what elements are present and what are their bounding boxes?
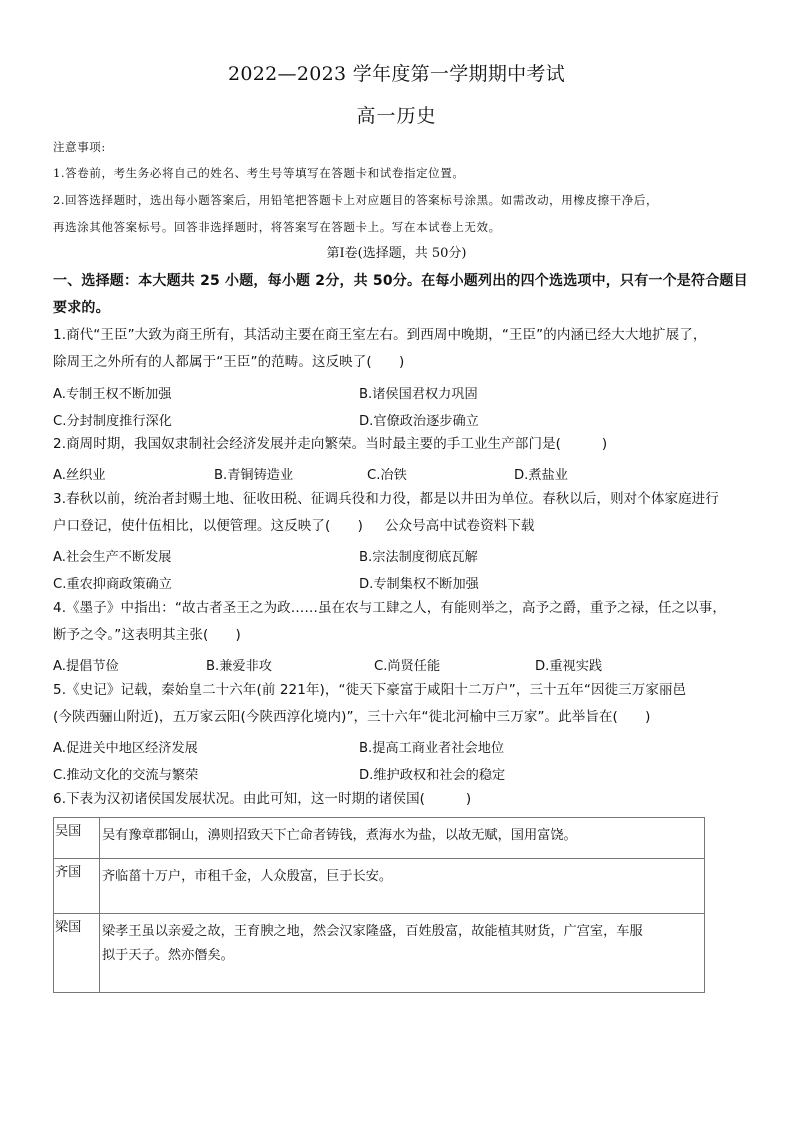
notes-item-1: 1.答卷前，考生务必将自己的姓名、考生号等填写在答题卡和试卷指定位置。 xyxy=(53,166,465,180)
question-3-option-a[interactable]: A.社会生产不断发展 xyxy=(53,550,172,565)
question-4-option-a[interactable]: A.提倡节俭 xyxy=(53,659,119,674)
notes-heading: 注意事项: xyxy=(53,140,106,154)
question-1-option-b[interactable]: B.诸侯国君权力巩固 xyxy=(359,387,478,402)
question-3-stem-line-2 xyxy=(53,518,535,535)
question-6-stem: 6.下表为汉初诸侯国发展状况。由此可知，这一时期的诸侯国( ) xyxy=(53,791,472,807)
table-cell-line: 拟于天子。然亦僭矣。 xyxy=(102,948,234,963)
question-3-option-d[interactable]: D.专制集权不断加强 xyxy=(359,577,479,592)
exam-title: 2022—2023 学年度第一学期期中考试 xyxy=(227,63,566,85)
table-row xyxy=(54,859,705,914)
table-cell-description xyxy=(100,914,705,993)
question-5-option-d[interactable]: D.维护政权和社会的稳定 xyxy=(359,768,506,783)
question-4-option-c[interactable]: C.尚贤任能 xyxy=(374,659,441,674)
question-3-stem-line-1: 3.春秋以前，统治者封赐土地、征收田税、征调兵役和力役，都是以井田为单位。春秋以后，则对个体家庭进行 xyxy=(53,491,719,507)
question-2-option-c[interactable]: C.冶铁 xyxy=(367,468,407,483)
vassal-states-table xyxy=(53,817,705,993)
question-3-option-b[interactable]: B.宗法制度彻底瓦解 xyxy=(359,550,478,565)
question-1-stem-line-1: 1.商代“王臣”大致为商王所有，其活动主要在商王室左右。到西周中晚期，“王臣”的内涵已经大大地扩展了， xyxy=(53,327,707,343)
question-4-option-b[interactable]: B.兼爱非攻 xyxy=(206,659,272,674)
question-1-option-a[interactable]: A.专制王权不断加强 xyxy=(53,387,172,402)
question-3-stem-text: 户口登记，使什伍相比，以便管理。这反映了( ) xyxy=(53,518,363,534)
question-1-option-c[interactable]: C.分封制度推行深化 xyxy=(53,414,172,429)
notes-item-3: 再选涂其他答案标号。回答非选择题时，将答案写在答题卡上。写在本试卷上无效。 xyxy=(53,220,501,234)
question-2-stem: 2.商周时期，我国奴隶制社会经济发展并走向繁荣。当时最主要的手工业生产部门是( ) xyxy=(53,436,608,452)
table-cell-state: 梁国 xyxy=(54,914,100,993)
question-4-stem-line-2: 断予之令。”这表明其主张( ) xyxy=(53,627,241,643)
table-cell-description: 齐临菑十万户，市租千金，人众殷富，巨于长安。 xyxy=(100,859,705,914)
table-cell-description: 吴有豫章郡铜山，濞则招致天下亡命者铸钱，煮海水为盐，以故无赋，国用富饶。 xyxy=(100,818,705,859)
exam-subject: 高一历史 xyxy=(356,105,437,127)
table-cell-state: 吴国 xyxy=(54,818,100,859)
table-cell-state: 齐国 xyxy=(54,859,100,914)
question-5-stem-line-1: 5.《史记》记载，秦始皇二十六年(前 221年)，“徙天下豪富于咸阳十二万户”，三十五年“因徙三万家丽邑 xyxy=(53,682,687,698)
table-row xyxy=(54,914,705,993)
question-2-option-a[interactable]: A.丝织业 xyxy=(53,468,106,483)
question-5-option-c[interactable]: C.推动文化的交流与繁荣 xyxy=(53,768,199,783)
watermark-text: 公众号高中试卷资料下载 xyxy=(384,518,535,534)
question-2-option-b[interactable]: B.青铜铸造业 xyxy=(214,468,294,483)
question-4-stem-line-1: 4.《墨子》中指出：“故古者圣王之为政……虽在农与工肆之人，有能则举之，高予之爵，重予之禄，任之以事， xyxy=(53,600,726,616)
question-2-option-d[interactable]: D.煮盐业 xyxy=(514,468,568,483)
part-title: 第Ⅰ卷(选择题，共 50分) xyxy=(326,246,467,261)
question-3-option-c[interactable]: C.重农抑商政策确立 xyxy=(53,577,172,592)
table-row xyxy=(54,818,705,859)
table-cell-line: 梁孝王虽以亲爱之故，王育腴之地，然会汉家隆盛，百姓殷富，故能植其财货，广宫室，车服 xyxy=(102,924,643,939)
question-5-stem-line-2: (今陕西骊山附近)，五万家云阳(今陕西淳化境内)”，三十六年“徙北河榆中三万家”。此举旨在( ) xyxy=(53,709,651,725)
question-1-stem-line-2: 除周王之外所有的人都属于“王臣”的范畴。这反映了( ) xyxy=(53,354,405,370)
section-instructions-line-2: 要求的。 xyxy=(53,300,110,316)
question-5-option-a[interactable]: A.促进关中地区经济发展 xyxy=(53,741,198,756)
question-4-option-d[interactable]: D.重视实践 xyxy=(535,659,603,674)
notes-item-2: 2.回答选择题时，选出每小题答案后，用铅笔把答题卡上对应题目的答案标号涂黑。如需改动，用橡皮擦干净后， xyxy=(53,193,659,207)
question-5-option-b[interactable]: B.提高工商业者社会地位 xyxy=(359,741,505,756)
section-instructions-line-1: 一、选择题：本大题共 25 小题，每小题 2分，共 50分。在每小题列出的四个选选项中，只有一个是符合题目 xyxy=(53,273,748,289)
question-1-option-d[interactable]: D.官僚政治逐步确立 xyxy=(359,414,479,429)
